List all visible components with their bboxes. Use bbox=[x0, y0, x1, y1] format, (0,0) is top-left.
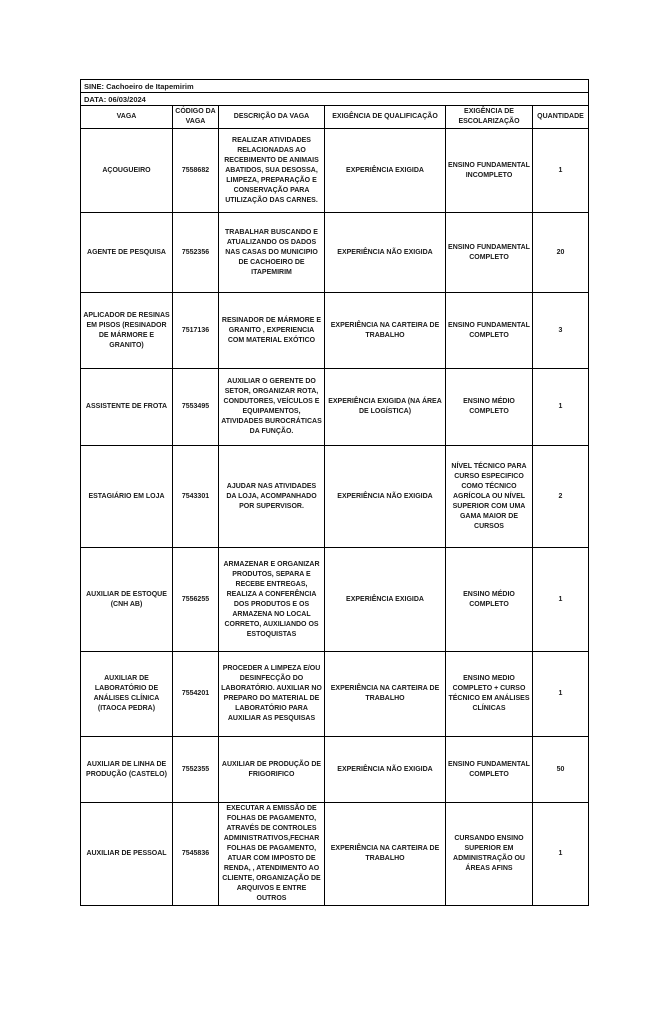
quantidade-cell: 1 bbox=[533, 548, 589, 652]
table-row bbox=[81, 213, 589, 293]
table-title: SINE: Cachoeiro de Itapemirim bbox=[81, 80, 589, 93]
vacancies-table bbox=[80, 79, 589, 906]
column-header-vaga: VAGA bbox=[81, 106, 173, 129]
qualificacao-cell: EXPERIÊNCIA EXIGIDA bbox=[325, 129, 446, 213]
descricao-cell: TRABALHAR BUSCANDO E ATUALIZANDO OS DADOS NAS CASAS DO MUNICIPIO DE CACHOEIRO DE ITAPEMIRIM bbox=[219, 213, 325, 293]
quantidade-cell: 2 bbox=[533, 446, 589, 548]
quantidade-cell: 20 bbox=[533, 213, 589, 293]
codigo-cell: 7554201 bbox=[173, 652, 219, 737]
table-date: DATA: 06/03/2024 bbox=[81, 93, 589, 106]
codigo-cell: 7556255 bbox=[173, 548, 219, 652]
escolarizacao-cell: ENSINO MÉDIO COMPLETO bbox=[446, 548, 533, 652]
table-row bbox=[81, 737, 589, 803]
codigo-cell: 7543301 bbox=[173, 446, 219, 548]
table-date-row bbox=[81, 93, 589, 106]
escolarizacao-cell: ENSINO FUNDAMENTAL COMPLETO bbox=[446, 213, 533, 293]
escolarizacao-cell: ENSINO FUNDAMENTAL INCOMPLETO bbox=[446, 129, 533, 213]
codigo-cell: 7517136 bbox=[173, 293, 219, 369]
descricao-cell: AJUDAR NAS ATIVIDADES DA LOJA, ACOMPANHADO POR SUPERVISOR. bbox=[219, 446, 325, 548]
quantidade-cell: 3 bbox=[533, 293, 589, 369]
vaga-cell: AGENTE DE PESQUISA bbox=[81, 213, 173, 293]
descricao-cell: EXECUTAR A EMISSÃO DE FOLHAS DE PAGAMENTO, ATRAVÉS DE CONTROLES ADMINISTRATIVOS,FECHAR FOLHAS DE PAGAMENTO, ATUAR COM IMPOSTO DE RENDA, , ATENDIMENTO AO CLIENTE, ORGANIZAÇÃO DE ARQUIVOS E ENTRE OUTROS bbox=[219, 803, 325, 906]
codigo-cell: 7545836 bbox=[173, 803, 219, 906]
qualificacao-cell: EXPERIÊNCIA NA CARTEIRA DE TRABALHO bbox=[325, 652, 446, 737]
quantidade-cell: 1 bbox=[533, 652, 589, 737]
column-header-qualificacao: EXIGÊNCIA DE QUALIFICAÇÃO bbox=[325, 106, 446, 129]
descricao-cell: ARMAZENAR E ORGANIZAR PRODUTOS, SEPARA E RECEBE ENTREGAS, REALIZA A CONFERÊNCIA DOS PRODUTOS E OS ARMAZENA NO LOCAL CORRETO, AUXILIANDO OS ESTOQUISTAS bbox=[219, 548, 325, 652]
qualificacao-cell: EXPERIÊNCIA NÃO EXIGIDA bbox=[325, 213, 446, 293]
quantidade-cell: 1 bbox=[533, 129, 589, 213]
vaga-cell: ESTAGIÁRIO EM LOJA bbox=[81, 446, 173, 548]
qualificacao-cell: EXPERIÊNCIA EXIGIDA (NA ÁREA DE LOGÍSTICA) bbox=[325, 369, 446, 446]
column-header-descricao: DESCRIÇÃO DA VAGA bbox=[219, 106, 325, 129]
escolarizacao-cell: ENSINO MÉDIO COMPLETO bbox=[446, 369, 533, 446]
vaga-cell: AÇOUGUEIRO bbox=[81, 129, 173, 213]
codigo-cell: 7558682 bbox=[173, 129, 219, 213]
quantidade-cell: 50 bbox=[533, 737, 589, 803]
descricao-cell: AUXILIAR O GERENTE DO SETOR, ORGANIZAR ROTA, CONDUTORES, VEÍCULOS E EQUIPAMENTOS, ATIVIDADES BUROCRÁTICAS DA FUNÇÃO. bbox=[219, 369, 325, 446]
codigo-cell: 7553495 bbox=[173, 369, 219, 446]
escolarizacao-cell: NÍVEL TÉCNICO PARA CURSO ESPECIFICO COMO TÉCNICO AGRÍCOLA OU NÍVEL SUPERIOR COM UMA GAMA MAIOR DE CURSOS bbox=[446, 446, 533, 548]
qualificacao-cell: EXPERIÊNCIA NÃO EXIGIDA bbox=[325, 737, 446, 803]
descricao-cell: PROCEDER A LIMPEZA E/OU DESINFECÇÃO DO LABORATÓRIO. AUXILIAR NO PREPARO DO MATERIAL DE LABORATÓRIO PARA AUXILIAR AS PESQUISAS bbox=[219, 652, 325, 737]
table-row bbox=[81, 369, 589, 446]
column-header-codigo: CÓDIGO DA VAGA bbox=[173, 106, 219, 129]
qualificacao-cell: EXPERIÊNCIA EXIGIDA bbox=[325, 548, 446, 652]
descricao-cell: REALIZAR ATIVIDADES RELACIONADAS AO RECEBIMENTO DE ANIMAIS ABATIDOS, SUA DESOSSA, LIMPEZA, PREPARAÇÃO E CONSERVAÇÃO PARA UTILIZAÇÃO DAS CARNES. bbox=[219, 129, 325, 213]
column-header-row bbox=[81, 106, 589, 129]
qualificacao-cell: EXPERIÊNCIA NÃO EXIGIDA bbox=[325, 446, 446, 548]
descricao-cell: AUXILIAR DE PRODUÇÃO DE FRIGORIFICO bbox=[219, 737, 325, 803]
table-row bbox=[81, 652, 589, 737]
qualificacao-cell: EXPERIÊNCIA NA CARTEIRA DE TRABALHO bbox=[325, 803, 446, 906]
vaga-cell: APLICADOR DE RESINAS EM PISOS (RESINADOR DE MÁRMORE E GRANITO) bbox=[81, 293, 173, 369]
table-row bbox=[81, 129, 589, 213]
table-row bbox=[81, 293, 589, 369]
quantidade-cell: 1 bbox=[533, 803, 589, 906]
vaga-cell: AUXILIAR DE LABORATÓRIO DE ANÁLISES CLÍNICA (ITAOCA PEDRA) bbox=[81, 652, 173, 737]
codigo-cell: 7552356 bbox=[173, 213, 219, 293]
table-row bbox=[81, 803, 589, 906]
column-header-escolarizacao: EXIGÊNCIA DE ESCOLARIZAÇÃO bbox=[446, 106, 533, 129]
vaga-cell: AUXILIAR DE ESTOQUE (CNH AB) bbox=[81, 548, 173, 652]
table-title-row bbox=[81, 80, 589, 93]
escolarizacao-cell: ENSINO FUNDAMENTAL COMPLETO bbox=[446, 737, 533, 803]
table-row bbox=[81, 446, 589, 548]
quantidade-cell: 1 bbox=[533, 369, 589, 446]
column-header-quantidade: QUANTIDADE bbox=[533, 106, 589, 129]
descricao-cell: RESINADOR DE MÁRMORE E GRANITO , EXPERIENCIA COM MATERIAL EXÓTICO bbox=[219, 293, 325, 369]
vaga-cell: AUXILIAR DE LINHA DE PRODUÇÃO (CASTELO) bbox=[81, 737, 173, 803]
codigo-cell: 7552355 bbox=[173, 737, 219, 803]
escolarizacao-cell: CURSANDO ENSINO SUPERIOR EM ADMINISTRAÇÃO OU ÁREAS AFINS bbox=[446, 803, 533, 906]
table-row bbox=[81, 548, 589, 652]
escolarizacao-cell: ENSINO MEDIO COMPLETO + CURSO TÉCNICO EM ANÁLISES CLÍNICAS bbox=[446, 652, 533, 737]
vaga-cell: AUXILIAR DE PESSOAL bbox=[81, 803, 173, 906]
qualificacao-cell: EXPERIÊNCIA NA CARTEIRA DE TRABALHO bbox=[325, 293, 446, 369]
escolarizacao-cell: ENSINO FUNDAMENTAL COMPLETO bbox=[446, 293, 533, 369]
vaga-cell: ASSISTENTE DE FROTA bbox=[81, 369, 173, 446]
